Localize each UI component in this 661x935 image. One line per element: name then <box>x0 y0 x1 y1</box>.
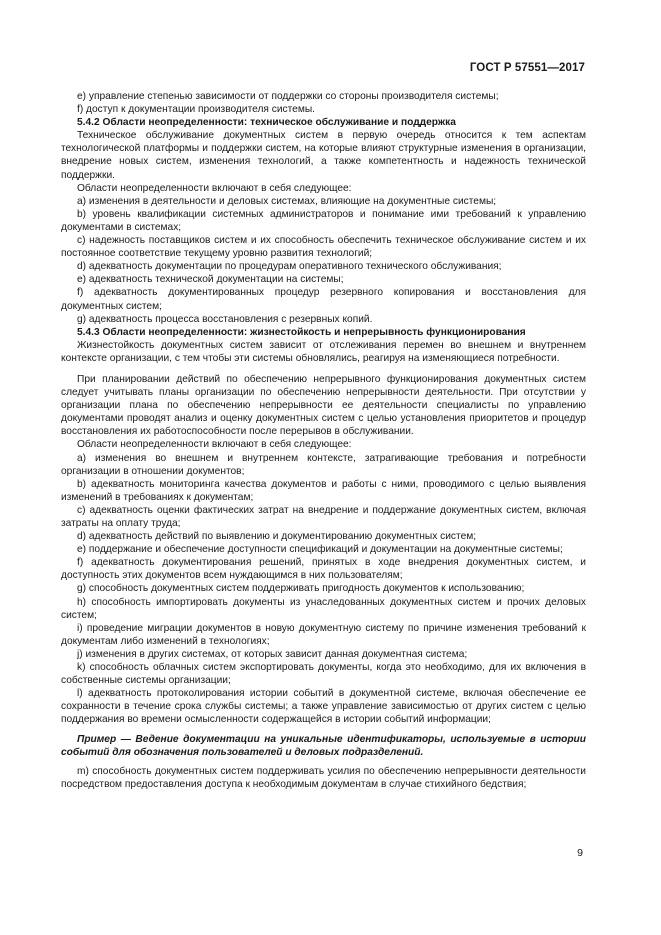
paragraph: a) изменения в деятельности и деловых системах, влияющие на документные системы; <box>77 195 497 207</box>
paragraph: d) адекватность действий по выявлению и документированию документных систем; <box>77 531 477 543</box>
paragraph: i) проведение миграции документов в новую документную систему по причине изменения требований к документам либо изменений в технологиях; <box>61 622 586 647</box>
example-note: Пример — Ведение документации на уникальные идентификаторы, используемые в истории событий для обозначения пользователей и деловых подразделений. <box>61 733 586 758</box>
paragraph: При планировании действий по обеспечению непрерывного функционирования документных систем следует учитывать планы организации по обеспечению непрерывности деятельности. При отсутствии у организации плана по обеспечению непрерывности ее деятельности специалисты по управлению документами проводят анализ и оценку документных систем с целью установления приоритетов и процедур восстановления их работоспособности после перерывов в обслуживании. <box>61 373 586 438</box>
paragraph: c) адекватность оценки фактических затрат на внедрение и поддержание документных систем, включая затраты на оплату труда; <box>61 504 586 529</box>
paragraph: m) способность документных систем поддерживать усилия по обеспечению непрерывности деятельности посредством предоставления доступа к необходимым документам в случае стихийного бедствия; <box>61 765 586 790</box>
paragraph: b) адекватность мониторинга качества документов и работы с ними, проводимого с целью выявления изменений в требованиях к документам; <box>61 478 586 503</box>
paragraph: k) способность облачных систем экспортировать документы, когда это необходимо, для их включения в собственные системы организации; <box>61 662 586 687</box>
paragraph: c) надежность поставщиков систем и их способность обеспечить техническое обслуживание систем и их постоянное соответствие текущему уровню развития технологий; <box>61 235 586 260</box>
paragraph: a) изменения во внешнем и внутреннем контексте, затрагивающие требования и потребности организации в отношении документов; <box>61 452 586 477</box>
paragraph: g) способность документных систем поддерживать пригодность документов к использованию; <box>77 583 525 595</box>
document-body <box>61 90 586 791</box>
paragraph: l) адекватность протоколирования истории событий в документной системе, включая обеспечение ее сохранности в течение срока службы системы; а также управление зависимостью от других систем с целью поддержания во времени осмысленности содержащейся в истории событий информации; <box>61 688 586 726</box>
paragraph: e) адекватность технической документации на системы; <box>77 274 344 286</box>
paragraph: h) способность импортировать документы из унаследованных документных систем и прочих деловых систем; <box>61 596 586 621</box>
paragraph: b) уровень квалификации системных администраторов и понимание ими требований к управлению документами в системах; <box>61 208 586 233</box>
document-code-header: ГОСТ Р 57551—2017 <box>469 62 585 74</box>
page-number: 9 <box>577 847 583 859</box>
paragraph: j) изменения в других системах, от которых зависит данная документная система; <box>77 648 468 660</box>
paragraph: f) доступ к документации производителя системы. <box>77 104 315 116</box>
section-heading: 5.4.2 Области неопределенности: техническое обслуживание и поддержка <box>77 117 456 129</box>
paragraph: e) управление степенью зависимости от поддержки со стороны производителя системы; <box>77 91 499 102</box>
paragraph: Области неопределенности включают в себя следующее: <box>77 439 352 451</box>
paragraph: Области неопределенности включают в себя следующее: <box>77 182 352 194</box>
paragraph: Жизнестойкость документных систем зависит от отслеживания перемен во внешнем и внутреннем контексте организации, с тем чтобы эти системы обновлялись, реагируя на изменяющиеся потребности. <box>61 339 586 364</box>
paragraph: Техническое обслуживание документных систем в первую очередь относится к тем аспектам технологической платформы и поддержки систем, на которые влияют структурные изменения в организации, внедрение новых систем, изменения технологий, а также компетентность и надежность технической поддержки. <box>61 130 586 181</box>
paragraph: d) адекватность документации по процедурам оперативного технического обслуживания; <box>77 261 502 273</box>
paragraph: g) адекватность процесса восстановления с резервных копий. <box>77 313 373 325</box>
paragraph: f) адекватность документирования решений, принятых в ходе внедрения документных систем, и доступность этих документов всем нуждающимся в них пользователям; <box>61 557 586 582</box>
section-heading: 5.4.3 Области неопределенности: жизнестойкость и непрерывность функционирования <box>77 326 526 338</box>
paragraph: e) поддержание и обеспечение доступности спецификаций и документации на документные системы; <box>77 544 563 556</box>
paragraph: f) адекватность документированных процедур резервного копирования и восстановления для документных систем; <box>61 287 586 312</box>
